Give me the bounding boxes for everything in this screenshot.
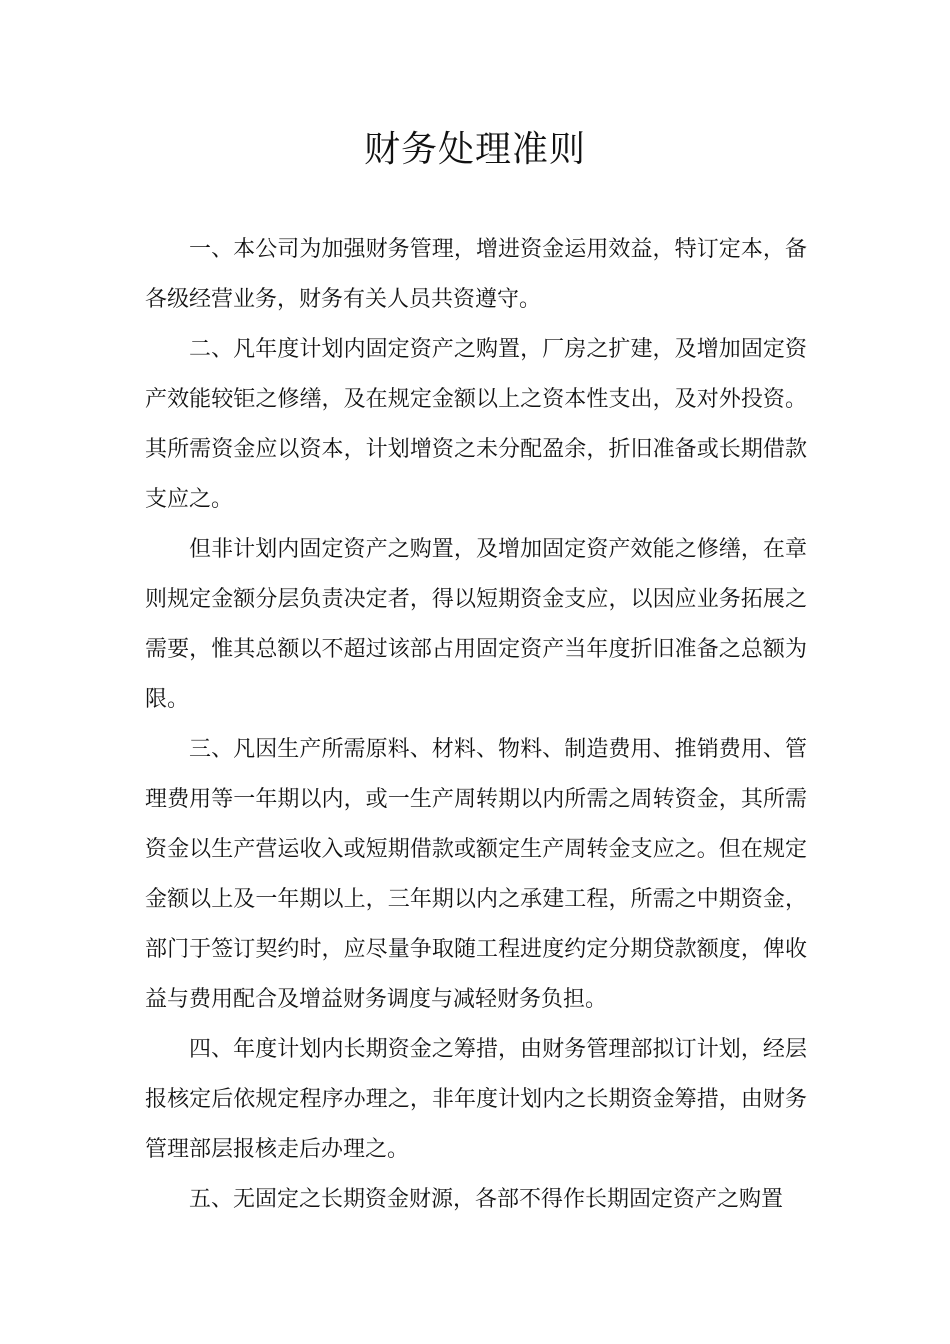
document-body — [145, 225, 807, 1225]
paragraph-1: 一、本公司为加强财务管理，增进资金运用效益，特订定本，备各级经营业务，财务有关人员共资遵守。 — [145, 237, 807, 312]
paragraph-4: 三、凡因生产所需原料、材料、物料、制造费用、推销费用、管理费用等一年期以内，或一生产周转期以内所需之周转资金，其所需资金以生产营运收入或短期借款或额定生产周转金支应之。但在规定金额以上及一年期以上，三年期以内之承建工程，所需之中期资金，部门于签订契约时，应尽量争取随工程进度约定分期贷款额度，俾收益与费用配合及增益财务调度与减轻财务负担。 — [145, 737, 807, 1012]
paragraph-5: 四、年度计划内长期资金之筹措，由财务管理部拟订计划，经层报核定后依规定程序办理之，非年度计划内之长期资金筹措，由财务管理部层报核走后办理之。 — [145, 1037, 807, 1162]
document-title: 财务处理准则 — [363, 129, 586, 170]
paragraph-6: 五、无固定之长期资金财源，各部不得作长期固定资产之购置 — [189, 1187, 784, 1212]
paragraph-2: 二、凡年度计划内固定资产之购置，厂房之扩建，及增加固定资产效能较钜之修缮，及在规定金额以上之资本性支出，及对外投资。其所需资金应以资本，计划增资之未分配盈余，折旧准备或长期借款支应之。 — [145, 337, 807, 512]
paragraph-3: 但非计划内固定资产之购置，及增加固定资产效能之修缮，在章则规定金额分层负责决定者，得以短期资金支应，以因应业务拓展之需要，惟其总额以不超过该部占用固定资产当年度折旧准备之总额为限。 — [145, 537, 807, 712]
